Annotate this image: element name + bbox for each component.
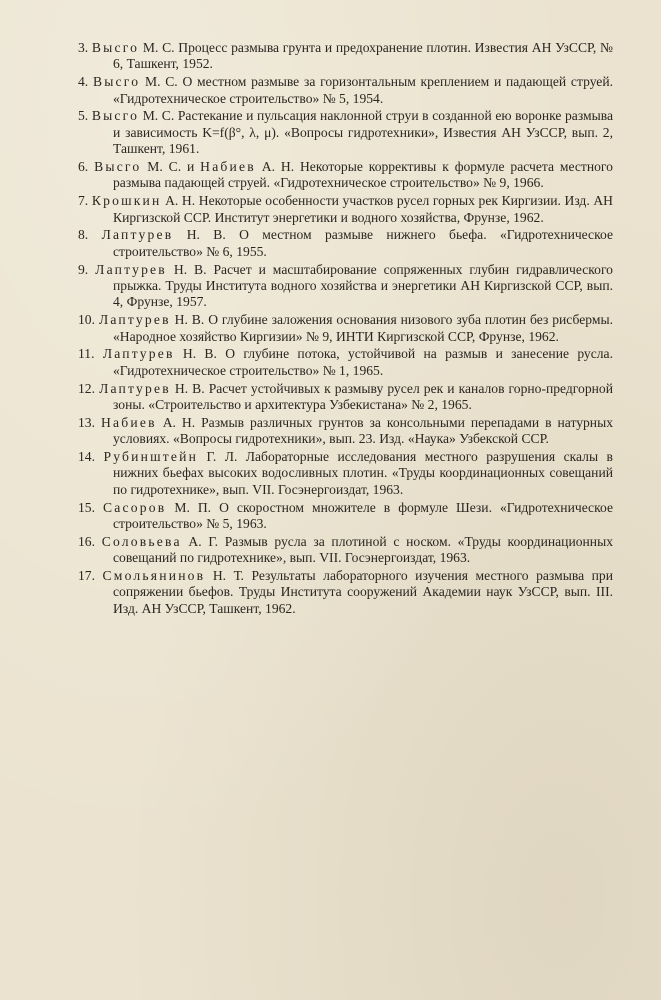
reference-item-8 — [78, 227, 613, 260]
reference-item-13 — [78, 415, 613, 448]
reference-number: 17. — [78, 568, 95, 584]
reference-initials: А. Н. — [165, 193, 196, 209]
reference-initials: Н. В. — [173, 261, 207, 277]
reference-text: О местном размыве за горизонтальным креплением и падающей струей. «Гидротехническое строительство» № 5, 1954. — [113, 74, 614, 106]
reference-initials: А. Н. — [162, 414, 196, 430]
reference-item-17 — [78, 568, 613, 617]
reference-initials: Н. В. — [174, 380, 205, 396]
reference-author: Соловьева — [101, 533, 182, 549]
reference-author: Сасоров — [103, 499, 167, 515]
reference-text: О глубине заложения основания низового зуба плотин без рисбермы. «Народное хозяйство Киргизии» № 9, ИНТИ Киргизской ССР, Фрунзе, 1962. — [113, 312, 613, 344]
reference-number: 9. — [78, 261, 89, 277]
reference-number: 11. — [78, 346, 95, 362]
reference-item-9 — [78, 262, 613, 311]
reference-initials: Н. В. — [174, 312, 205, 328]
reference-number: 4. — [78, 74, 89, 90]
reference-number: 3. — [78, 40, 89, 55]
reference-item-11 — [78, 346, 613, 379]
reference-text: Расчет и масштабирование сопряженных глубин гидравлического прыжка. Труды Института водного хозяйства и энергетики АН Киргизской ССР, вып. 4, Фрунзе, 1957. — [113, 261, 613, 310]
reference-item-5 — [78, 108, 613, 157]
reference-author: Набиев — [101, 414, 157, 430]
reference-number: 8. — [78, 227, 89, 243]
reference-item-6 — [78, 159, 613, 192]
reference-initials: А. Г. — [188, 533, 219, 549]
reference-text: Расчет устойчивых к размыву русел рек и каналов горно-предгорной зоны. «Строительство и архитектура Узбекистана» № 2, 1965. — [113, 380, 613, 413]
reference-author: Лаптурев — [101, 227, 174, 243]
reference-author: Лаптурев — [95, 261, 167, 277]
reference-item-16 — [78, 534, 613, 567]
reference-author: Лаптурев — [99, 380, 171, 396]
reference-item-4 — [78, 74, 613, 107]
reference-text: О скоростном множителе в формуле Шези. «Гидротехническое строительство» № 5, 1963. — [113, 499, 614, 532]
reference-number: 12. — [78, 380, 95, 396]
reference-number: 13. — [78, 414, 95, 430]
reference-text: О глубине потока, устойчивой на размыв и занесение русла. «Гидротехническое строительство» № 1, 1965. — [113, 346, 613, 378]
reference-initials: М. С. — [144, 74, 178, 90]
reference-initials: Н. В. — [182, 346, 217, 362]
reference-initials: М. П. — [174, 499, 212, 515]
reference-author: Рубинштейн — [103, 449, 199, 465]
reference-coauthor-initials: А. Н. — [261, 159, 295, 175]
reference-author: Крошкин — [91, 193, 162, 209]
reference-item-14 — [78, 449, 613, 498]
reference-initials: Н. Т. — [212, 568, 244, 584]
reference-coauthor: Набиев — [200, 159, 256, 175]
reference-number: 10. — [78, 312, 95, 328]
reference-item-15 — [78, 500, 613, 533]
reference-item-12 — [78, 381, 613, 414]
reference-initials: М. С. — [142, 40, 175, 55]
reference-number: 15. — [78, 499, 95, 515]
reference-initials: Г. Л. — [206, 449, 238, 465]
reference-text: Размыв русла за плотиной с носком. «Труды координационных совещаний по гидротехнике», вып. VII. Госэнергоиздат, 1963. — [113, 533, 613, 566]
reference-text: Некоторые коррективы к формуле расчета местного размыва падающей струей. «Гидротехническое строительство» № 9, 1966. — [113, 159, 613, 191]
reference-author: Высго — [92, 74, 141, 90]
reference-item-10 — [78, 312, 613, 345]
reference-list — [78, 40, 613, 619]
reference-number: 7. — [78, 193, 89, 209]
reference-text: О местном размыве нижнего бьефа. «Гидротехническое строительство» № 6, 1955. — [113, 227, 613, 259]
reference-number: 6. — [78, 159, 89, 175]
reference-item-3 — [78, 40, 613, 73]
reference-author: Лаптурев — [102, 346, 175, 362]
reference-initials: Н. В. — [186, 227, 226, 243]
reference-initials: М. С. и — [147, 159, 195, 175]
reference-author: Лаптурев — [98, 312, 171, 328]
reference-number: 5. — [78, 108, 89, 124]
reference-text: Размыв различных грунтов за консольными перепадами в натурных условиях. «Вопросы гидротехники», вып. 23. Изд. «Наука» Узбекской ССР. — [113, 414, 614, 447]
reference-author: Высго — [91, 108, 140, 124]
reference-text: Результаты лабораторного изучения местного размыва при сопряжении бьефов. Труды Института сооружений Академии наук УзССР, вып. III. Изд. АН УзССР, Ташкент, 1962. — [113, 568, 613, 616]
reference-author: Высго — [94, 159, 142, 175]
reference-author: Высго — [91, 40, 140, 55]
reference-number: 14. — [78, 449, 95, 465]
reference-number: 16. — [78, 533, 95, 549]
reference-author: Смольянинов — [102, 568, 206, 584]
reference-text: Лабораторные исследования местного разрушения скалы в нижних бьефах высоких водосливных плотин. «Труды координационных совещаний по гидротехнике», вып. VII. Госэнергоиздат, 1963. — [113, 449, 613, 497]
reference-item-7 — [78, 193, 613, 226]
reference-text: Процесс размыва грунта и предохранение плотин. Известия АН УзССР, № 6, Ташкент, 1952. — [113, 40, 613, 72]
reference-text: Некоторые особенности участков русел горных рек Киргизии. Изд. АН Киргизской ССР. Институт энергетики и водного хозяйства, Фрунзе, 1962. — [113, 193, 613, 225]
reference-text: Растекание и пульсация наклонной струи в созданной ею воронке размыва и зависимость K=f(β°, λ, μ). «Вопросы гидротехники», Известия АН УзССР, вып. 2, Ташкент, 1961. — [113, 108, 614, 157]
reference-initials: М. С. — [142, 108, 175, 124]
